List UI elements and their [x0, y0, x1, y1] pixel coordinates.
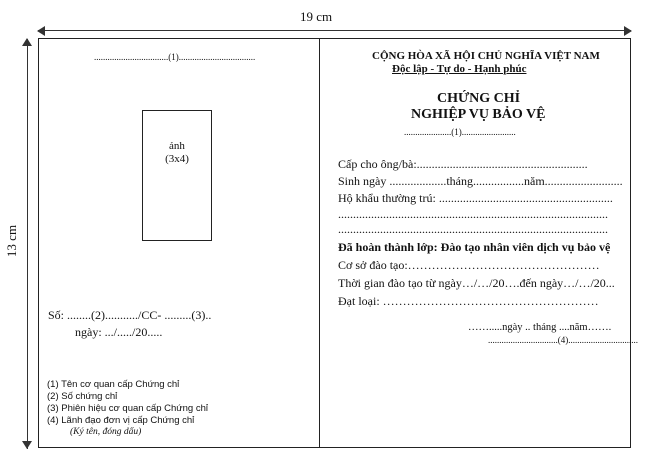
footnote-1: (1) Tên cơ quan cấp Chứng chỉ: [47, 379, 180, 390]
arrow-left-icon: [37, 26, 45, 36]
center-fold-divider: [319, 38, 320, 448]
certificate-issuer-line: .....................(1)........................: [404, 127, 516, 137]
issuer-top-line: .................................(1)..................................: [94, 52, 256, 62]
field-issued-to: Cấp cho ông/bà:.........................................................: [338, 157, 588, 171]
issue-date-line: ngày: .../...../20.....: [75, 325, 163, 339]
field-completed-course: Đã hoàn thành lớp: Đào tạo nhân viên dịch vụ bảo vệ: [338, 240, 611, 254]
arrow-down-icon: [22, 441, 32, 449]
issue-date-right: …….....ngày .. tháng ....năm…….: [468, 322, 612, 333]
national-motto: Độc lập - Tự do - Hạnh phúc: [392, 63, 527, 75]
certificate-number-line: Số: ........(2).........../CC- .........(3)..: [48, 308, 212, 322]
certificate-title: CHỨNG CHỈ: [437, 91, 521, 106]
field-blank-1: ..........................................................................................: [338, 207, 608, 221]
footnote-2: (2) Số chứng chỉ: [47, 391, 118, 402]
photo-size-label: (3x4): [165, 153, 189, 165]
field-date-of-birth: Sinh ngày ...................tháng.................năm..........................: [338, 174, 623, 188]
field-training-center: Cơ sở đào tạo:…………………………………………: [338, 258, 600, 272]
height-dimension-line: [27, 39, 28, 449]
field-grade: Đạt loại: ………………………………………………: [338, 294, 599, 308]
field-training-period: Thời gian đào tạo từ ngày…/…/20….đến ngày…/…/20...: [338, 276, 615, 290]
height-label: 13 cm: [4, 222, 20, 260]
sign-note: (Ký tên, đóng dấu): [70, 427, 142, 437]
photo-label: ảnh: [169, 140, 185, 152]
national-title: CỘNG HÒA XÃ HỘI CHỦ NGHĨA VIỆT NAM: [372, 50, 600, 62]
width-label: 19 cm: [297, 9, 335, 25]
field-blank-2: ..........................................................................................: [338, 222, 608, 236]
certificate-subtitle: NGHIỆP VỤ BẢO VỆ: [411, 107, 546, 122]
footnote-3: (3) Phiên hiệu cơ quan cấp Chứng chỉ: [47, 403, 208, 414]
arrow-up-icon: [22, 38, 32, 46]
photo-placeholder: [142, 110, 212, 241]
width-dimension-line: [38, 30, 631, 31]
footnote-4: (4) Lãnh đạo đơn vị cấp Chứng chỉ: [47, 415, 195, 426]
arrow-right-icon: [624, 26, 632, 36]
field-residence: Hộ khẩu thường trú: ..........................................................: [338, 191, 613, 205]
signer-line: ...............................(4)...............................: [488, 335, 638, 345]
